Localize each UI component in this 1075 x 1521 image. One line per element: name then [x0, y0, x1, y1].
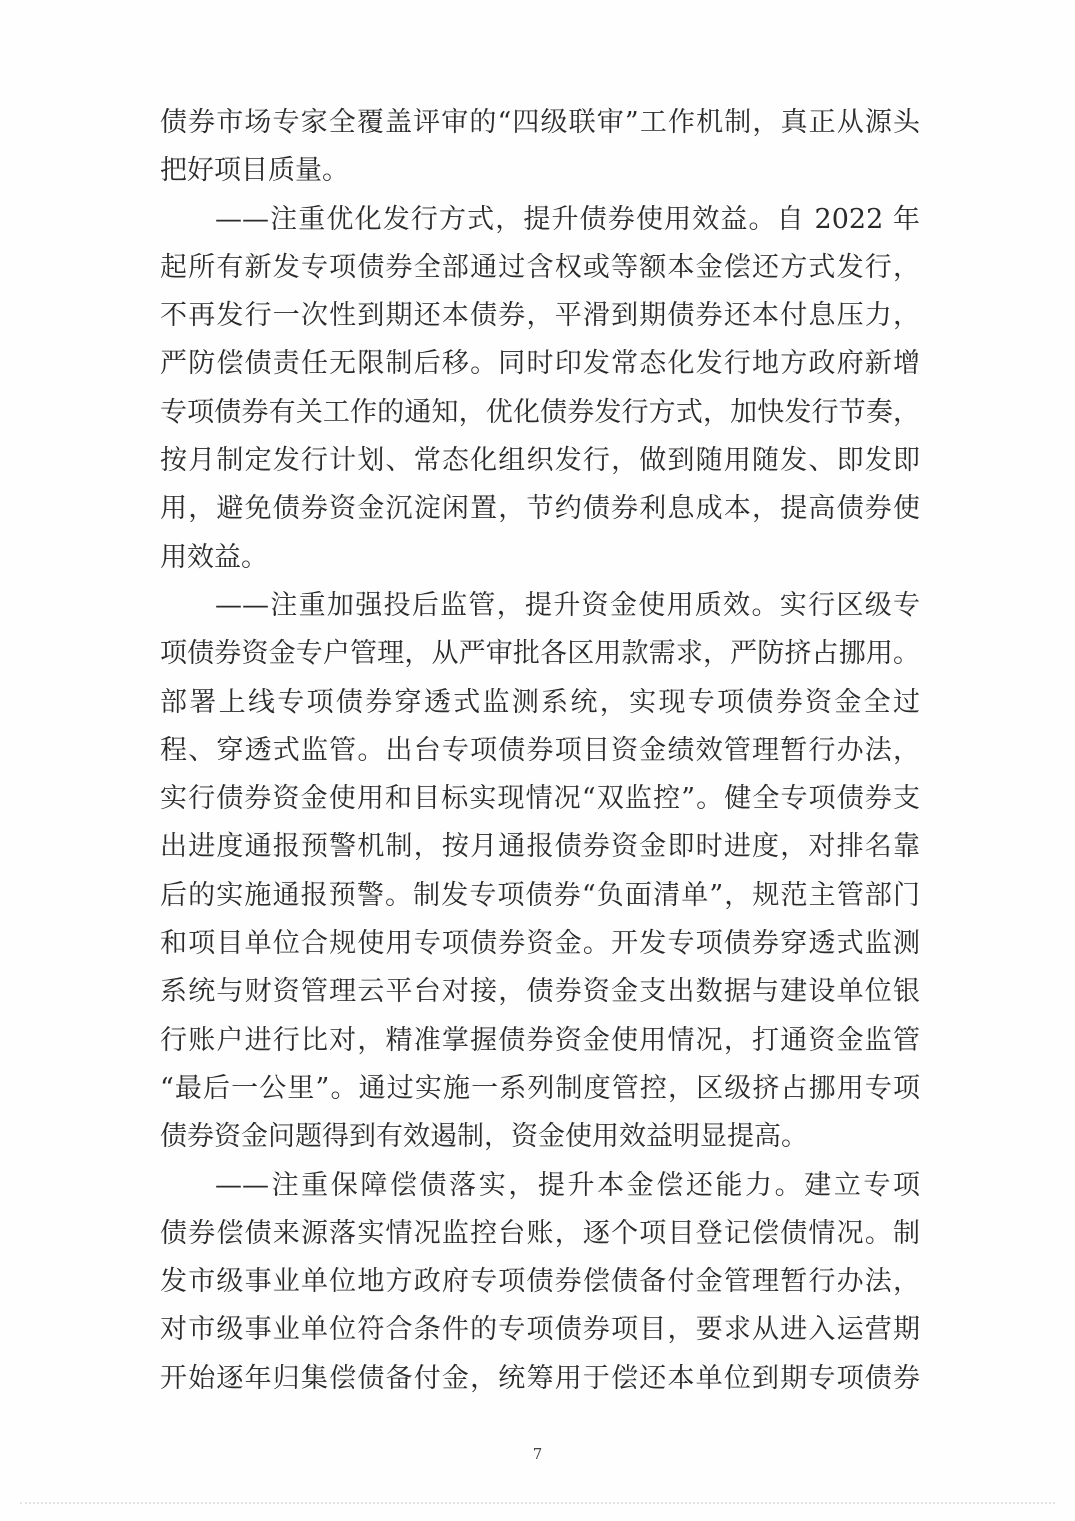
text-line: ——注重优化发行方式，提升债券使用效益。自 2022 年: [215, 203, 920, 235]
text-line: 后的实施通报预警。制发专项债券“负面清单”，规范主管部门: [160, 879, 920, 911]
text-line: 开始逐年归集偿债备付金，统筹用于偿还本单位到期专项债券: [160, 1362, 920, 1394]
text-line: 系统与财资管理云平台对接，债券资金支出数据与建设单位银: [160, 976, 920, 1008]
document-body: [160, 99, 920, 1403]
text-line: 部署上线专项债券穿透式监测系统，实现专项债券资金全过: [160, 686, 920, 718]
paragraph-3: [160, 582, 920, 1162]
text-line: 实行债券资金使用和目标实现情况“双监控”。健全专项债券支: [160, 783, 920, 815]
text-line: 按月制定发行计划、常态化组织发行，做到随用随发、即发即: [160, 445, 920, 477]
text-line: 行账户进行比对，精准掌握债券资金使用情况，打通资金监管: [160, 1024, 920, 1056]
text-line: 出进度通报预警机制，按月通报债券资金即时进度，对排名靠: [160, 831, 920, 863]
text-line: 用，避免债券资金沉淀闲置，节约债券利息成本，提高债券使: [160, 493, 920, 525]
text-line: 程、穿透式监管。出台专项债券项目资金绩效管理暂行办法，: [160, 734, 920, 766]
text-line: 债券资金问题得到有效遏制，资金使用效益明显提高。: [160, 1121, 808, 1153]
scan-edge-line: [20, 1502, 1055, 1504]
text-line: 起所有新发专项债券全部通过含权或等额本金偿还方式发行，: [160, 251, 920, 283]
text-line: 债券偿债来源落实情况监控台账，逐个项目登记偿债情况。制: [160, 1217, 920, 1249]
text-line: 和项目单位合规使用专项债券资金。开发专项债券穿透式监测: [160, 928, 920, 960]
text-line: 项债券资金专户管理，从严审批各区用款需求，严防挤占挪用。: [160, 638, 920, 670]
text-line: 专项债券有关工作的通知，优化债券发行方式，加快发行节奏，: [160, 396, 920, 428]
text-line: 债券市场专家全覆盖评审的“四级联审”工作机制，真正从源头: [160, 107, 920, 138]
text-line: ——注重保障偿债落实，提升本金偿还能力。建立专项: [215, 1169, 920, 1201]
text-line: 用效益。: [160, 541, 268, 573]
text-line: 把好项目质量。: [160, 155, 349, 187]
text-line: ——注重加强投后监管，提升资金使用质效。实行区级专: [215, 589, 920, 621]
paragraph-1: [160, 99, 920, 196]
text-line: “最后一公里”。通过实施一系列制度管控，区级挤占挪用专项: [160, 1072, 920, 1104]
page-number: 7: [532, 1445, 543, 1463]
text-line: 不再发行一次性到期还本债券，平滑到期债券还本付息压力，: [160, 300, 920, 332]
text-line: 发市级事业单位地方政府专项债券偿债备付金管理暂行办法，: [160, 1266, 920, 1298]
text-line: 对市级事业单位符合条件的专项债券项目，要求从进入运营期: [160, 1314, 920, 1346]
paragraph-2: [160, 196, 920, 582]
paragraph-4: [160, 1162, 920, 1403]
text-line: 严防偿债责任无限制后移。同时印发常态化发行地方政府新增: [160, 348, 920, 380]
